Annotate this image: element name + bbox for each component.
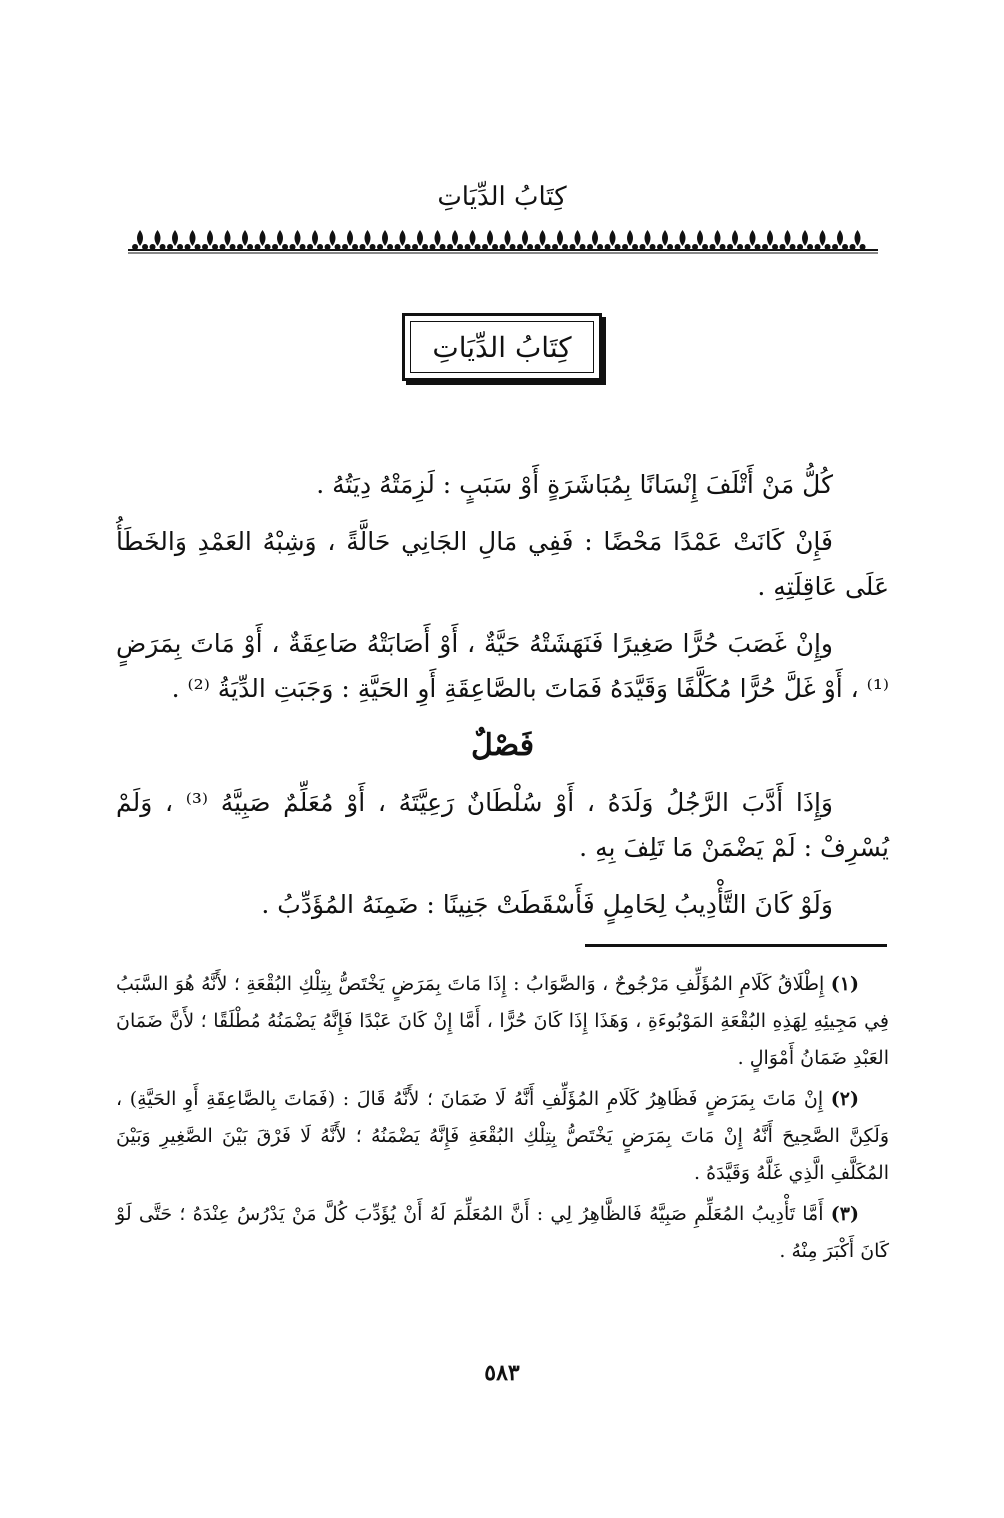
paragraph-4: وَإِذَا أَدَّبَ الرَّجُلُ وَلَدَهُ ، أَوْ سُلْطَانٌ رَعِيَّتَهُ ، أَوْ مُعَلِّمٌ صَبِيَّهُ ⁽³⁾ ، وَلَمْ يُسْرِفْ : لَمْ يَضْمَنْ مَا تَلِفَ بِهِ . [116, 788, 889, 862]
footnote-marker: (٣) [830, 1203, 859, 1225]
section-heading: فَصْلٌ [470, 728, 535, 763]
footnote-text: إِطْلَاقُ كَلَامِ المُؤَلِّفِ مَرْجُوحٌ ، وَالصَّوَابُ : إِذَا مَاتَ بِمَرَضٍ يَخْتَصُّ بِتِلْكِ البُقْعَةِ ؛ لأَنَّهُ هُوَ السَّبَبُ فِي مَجِيئِهِ لِهَذِهِ البُقْعَةِ المَوْبُوءَةِ ، وَهَذَا إِذَا كَانَ حُرًّا ، أَمَّا إِنْ كَانَ عَبْدًا فَإِنَّهُ يَضْمَنُهُ مُطْلَقًا ؛ لأَنَّ ضَمَانَ العَبْدِ ضَمَانُ أَمْوَالٍ . [116, 973, 889, 1069]
running-title: كِتَابُ الدِّيَاتِ [437, 182, 567, 212]
paragraph-1: كُلُّ مَنْ أَتْلَفَ إِنْسَانًا بِمُبَاشَرَةٍ أَوْ سَبَبٍ : لَزِمَتْهُ دِيَتُهُ . [316, 470, 833, 499]
chapter-title: كِتَابُ الدِّيَاتِ [432, 330, 572, 364]
main-text [116, 462, 889, 939]
paragraph-2: فَإِنْ كَانَتْ عَمْدًا مَحْضًا : فَفِي مَالِ الجَانِي حَالَّةً ، وَشِبْهُ العَمْدِ وَالخَطَأُ عَلَى عَاقِلَتِهِ . [116, 527, 889, 601]
footnote-text: إِنْ مَاتَ بِمَرَضٍ فَظَاهِرُ كَلَامِ المُؤَلِّفِ أَنَّهُ لَا ضَمَانَ ؛ لأَنَّهُ قَالَ : (فَمَاتَ بِالصَّاعِقَةِ أَوِ الحَيَّةِ) ، وَلَكِنَّ الصَّحِيحَ أَنَّهُ إِنْ مَاتَ بِمَرَضٍ يَخْتَصُّ بِتِلْكِ البُقْعَةِ فَإِنَّهُ يَضْمَنُهُ ؛ لأَنَّهُ لَا فَرْقَ بَيْنَ الصَّغِيرِ وَبَيْنَ المُكَلَّفِ الَّذِي غَلَّهُ وَقَيَّدَهُ . [116, 1088, 889, 1184]
footnote-text: أَمَّا تَأْدِيبُ المُعَلِّمِ صَبِيَّهُ فَالظَّاهِرُ لِي : أَنَّ المُعَلِّمَ لَهُ أَنْ يُؤَدِّبَ كُلَّ مَنْ يَدْرُسُ عِنْدَهُ ؛ حَتَّى لَوْ كَانَ أَكْبَرَ مِنْهُ . [116, 1203, 889, 1262]
paragraph-3: وإِنْ غَصَبَ حُرًّا صَغِيرًا فَنَهَشَتْهُ حَيَّةٌ ، أَوْ أَصَابَتْهُ صَاعِقَةٌ ، أَوْ مَاتَ بِمَرَضٍ ⁽¹⁾ ، أَوْ غَلَّ حُرًّا مُكَلَّفًا وَقَيَّدَهُ فَمَاتَ بالصَّاعِقَةِ أَوِ الحَيَّةِ : وَجَبَتِ الدِّيَةُ ⁽²⁾ . [116, 629, 889, 703]
footnote-2 [116, 1081, 889, 1192]
footnotes [116, 966, 889, 1274]
chapter-title-box [402, 313, 602, 381]
page-number: ٥٨٣ [484, 1360, 520, 1386]
footnote-separator [585, 944, 887, 947]
footnote-marker: (٢) [830, 1088, 860, 1110]
footnote-1 [116, 966, 889, 1077]
ornamental-border [118, 222, 888, 254]
paragraph-5: وَلَوْ كَانَ التَّأْدِيبُ لِحَامِلٍ فَأَسْقَطَتْ جَنِينًا : ضَمِنَهُ المُؤَدِّبُ . [261, 890, 833, 919]
footnote-3 [116, 1196, 889, 1270]
footnote-marker: (١) [830, 973, 859, 995]
